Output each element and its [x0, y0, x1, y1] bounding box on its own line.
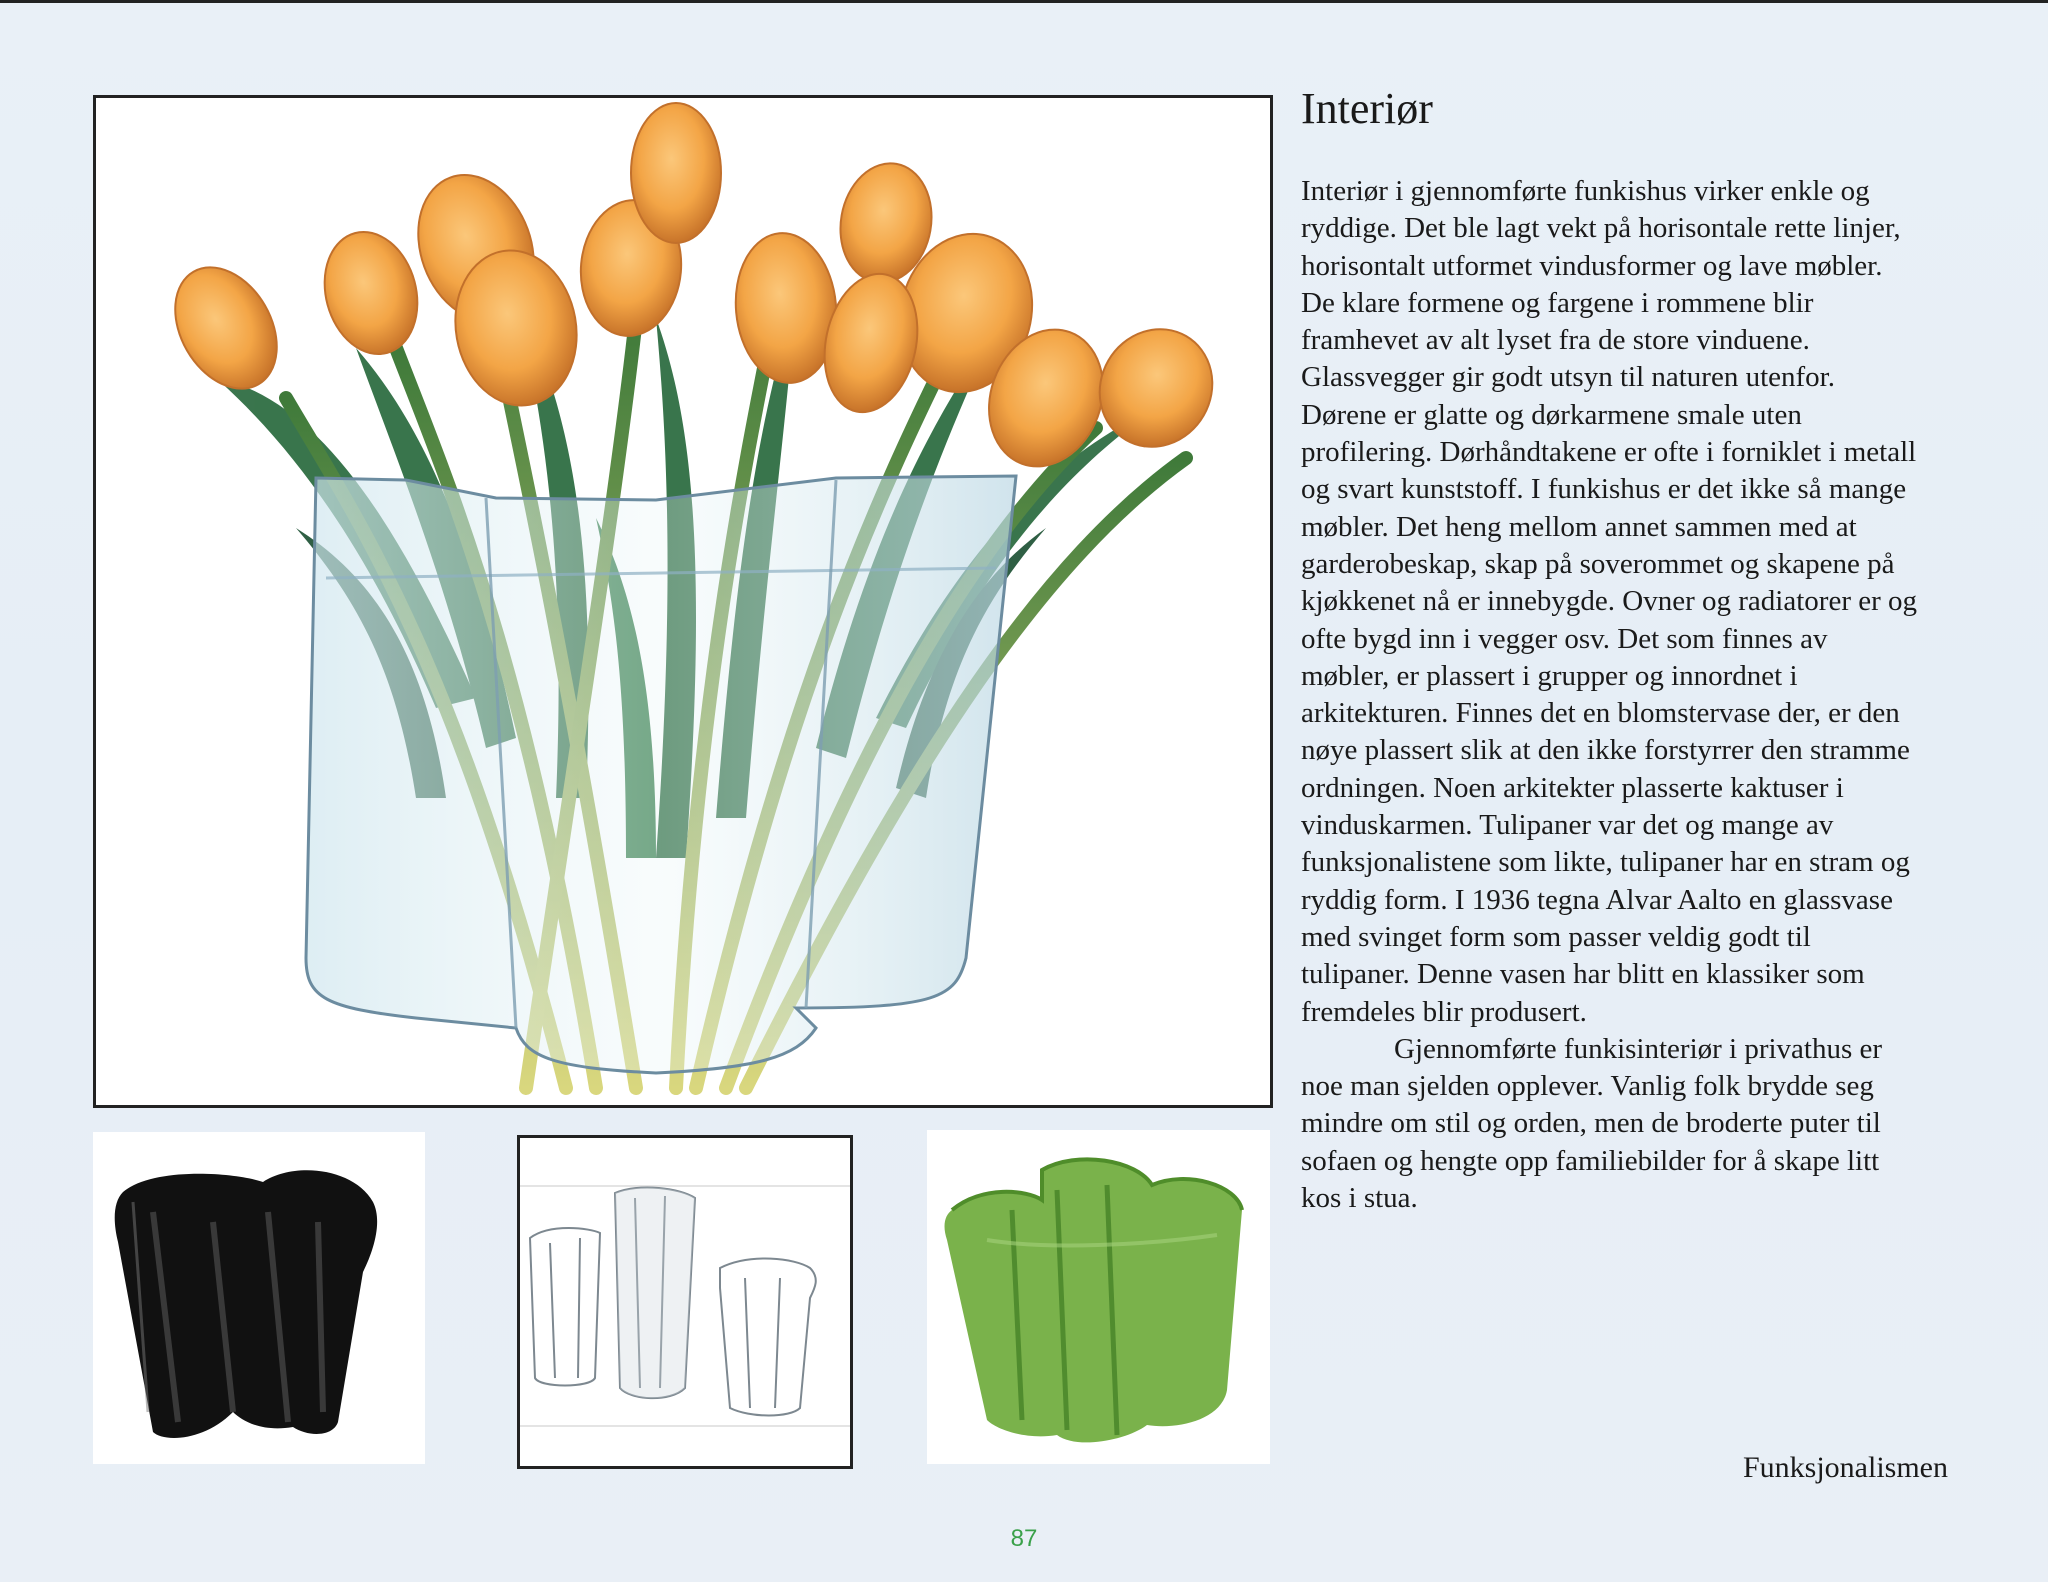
paragraph-1: Interiør i gjennomførte funkishus virker enkle og ryddige. Det ble lagt vekt på horisontale rette linjer, horisontalt utformet vindusformer og lave møbler. De klare formene og fargene i rommene blir framhevet av alt lyset fra de store vinduene. Glassvegger gir godt utsyn til naturen utenfor. Dørene er glatte og dørkarmene smale uten profilering. Dørhåndtakene er ofte i forniklet i metall og svart kunststoff. I funkishus er det ikke så mange møbler. Det heng mellom annet sammen med at garderobeskap, skap på soverommet og skapene på kjøkkenet nå er innebygde. Ovner og radiatorer er og ofte bygd inn i vegger osv. Det som finnes av møbler, er plassert i grupper og innordnet i arkitekturen. Finnes det en blomstervase der, er den nøye plassert slik at den ikke forstyrrer den stramme ordningen. Noen arkitekter plasserte kaktuser i vinduskarmen. Tulipaner var det og mange av funksjonalistene som likte, tulipaner har en stram og ryddig form. I 1936 tegna Alvar Aalto en glassvase med svinget form som passer veldig godt til tulipaner. Denne vasen har blitt en klassiker som fremdeles blir produsert.	[1301, 175, 1918, 1028]
page-number: 87	[1010, 1525, 1038, 1552]
paragraph-2: Gjennomførte funkisinteriør i privathus er noe man sjelden opplever. Vanlig folk brydde seg mindre om stil og orden, men de broderte puter til sofaen og hengte opp familiebilder for å skape litt kos i stua.	[1301, 1032, 1883, 1215]
black-vase-photo	[93, 1132, 425, 1464]
body-text	[1301, 173, 1921, 1217]
running-footer-title: Funksjonalismen	[1742, 1451, 1948, 1484]
tulips-vase-photo	[93, 95, 1273, 1108]
page-heading: Interiør	[1301, 84, 1433, 133]
green-vase-photo	[927, 1130, 1270, 1464]
clear-vases-photo	[517, 1135, 853, 1469]
